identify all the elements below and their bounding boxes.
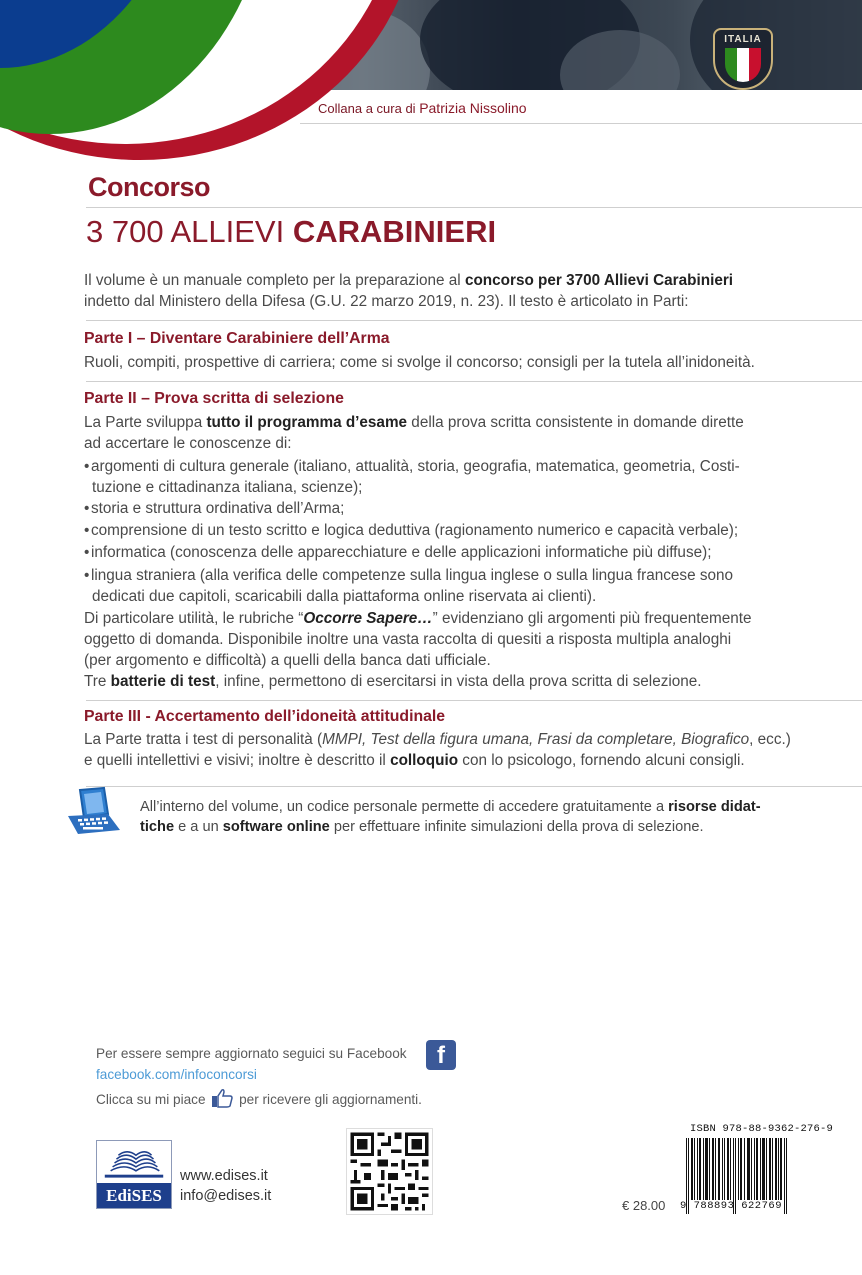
publisher-website[interactable]: www.edises.it <box>180 1168 268 1184</box>
parte2-lead: La Parte sviluppa tutto il programma d’esame della prova scritta consistente in domande dirette ad accertare le conoscenze di: <box>84 414 744 452</box>
list-item: • storia e struttura ordinativa dell’Arma; <box>84 500 345 517</box>
series-curator: Collana a cura di Patrizia Nissolino <box>318 100 527 116</box>
parte3-heading: Parte III - Accertamento dell’idoneità attitudinale <box>84 708 446 725</box>
parte1-heading: Parte I – Diventare Carabiniere dell’Arma <box>84 330 390 347</box>
patch-label: ITALIA <box>724 34 762 45</box>
title-rule <box>86 207 862 208</box>
facebook-link[interactable]: facebook.com/infoconcorsi <box>96 1067 257 1082</box>
price: € 28.00 <box>622 1198 666 1213</box>
page-title: 3 700 ALLIEVI CARABINIERI <box>86 214 497 249</box>
publisher-email[interactable]: info@edises.it <box>180 1188 272 1204</box>
facebook-icon[interactable]: f <box>426 1040 456 1070</box>
italian-flag-icon <box>725 48 761 82</box>
list-item: • comprensione di un testo scritto e logica deduttiva (ragionamento numerico e capacità verbale); <box>84 522 739 539</box>
title-kicker: Concorso <box>88 172 211 202</box>
parte2-heading: Parte II – Prova scritta di selezione <box>84 390 344 407</box>
laptop-icon <box>64 786 122 838</box>
parte1-text: Ruoli, compiti, prospettive di carriera; come si svolge il concorso; consigli per la tutela all’inidoneità. <box>84 354 755 371</box>
thumbs-up-icon[interactable] <box>211 1088 233 1108</box>
qr-code[interactable] <box>346 1128 433 1215</box>
parte3-text: La Parte tratta i test di personalità (MMPI, Test della figura umana, Frasi da completare, Biografico, ecc.) e quelli intellettivi e visivi; inoltre è descritto il colloquio con lo psicologo, fornendo alcuni consigli. <box>84 731 791 769</box>
like-cta: Clicca su mi piace per ricevere gli aggiornamenti. <box>96 1088 422 1108</box>
facebook-cta: Per essere sempre aggiornato seguici su Facebook <box>96 1046 407 1061</box>
list-item: • argomenti di cultura generale (italiano, attualità, storia, geografia, matematica, geometria, Costi- tuzione e cittadinanza italiana, scienze); <box>84 458 740 496</box>
list-item: • lingua straniera (alla verifica delle competenze sulla lingua inglese o sulla lingua francese sono dedicati due capitoli, scaricabili dalla piattaforma online riservata ai clienti). <box>84 567 733 605</box>
list-item: • informatica (conoscenza delle apparecchiature e delle applicazioni informatiche più diffuse); <box>84 544 712 561</box>
intro-paragraph: Il volume è un manuale completo per la preparazione al concorso per 3700 Allievi Carabinieri indetto dal Ministero della Difesa (G.U. 22 marzo 2019, n. 23). Il testo è articolato in Parti: <box>84 272 734 310</box>
online-resources-text: All’interno del volume, un codice personale permette di accedere gratuitamente a risorse didat- tiche e a un software online per effettuare infinite simulazioni della prova di selezione. <box>140 799 761 835</box>
italia-patch <box>713 28 773 90</box>
book-stack-icon <box>97 1141 171 1185</box>
isbn-label: ISBN 978-88-9362-276-9 <box>690 1123 834 1135</box>
barcode-number: 9 788893 622769 <box>680 1200 783 1212</box>
parte2-rubric: Di particolare utilità, le rubriche “Occorre Sapere…” evidenziano gli argomenti più frequentemente oggetto di domanda. Disponibile inoltre una vasta raccolta di quesiti a risposta multipla analoghi (per argomento e difficoltà) a quelli della banca dati ufficiale. Tre batterie di test, infine, permettono di esercitarsi in vista della prova scritta di selezione. <box>84 610 752 690</box>
header-rule <box>300 123 862 124</box>
edises-logo: EdiSES <box>96 1140 172 1209</box>
